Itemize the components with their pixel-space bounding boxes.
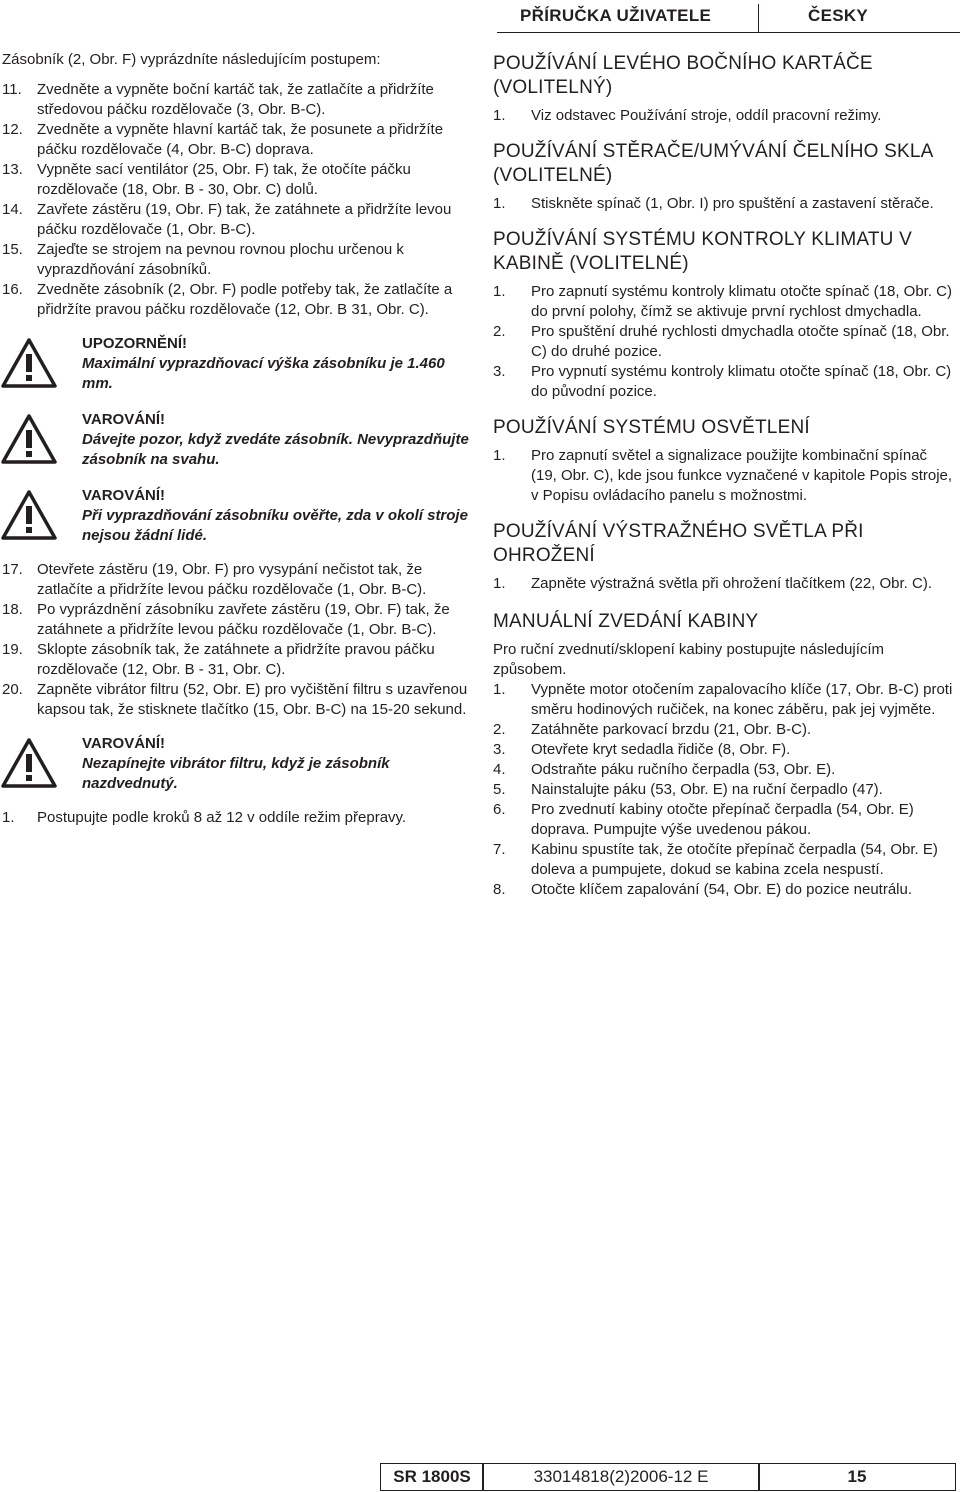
step-number: 6. (493, 801, 506, 818)
step-number: 3. (493, 363, 506, 380)
section-heading: MANUÁLNÍ ZVEDÁNÍ KABINY (493, 611, 759, 632)
list-item (493, 574, 955, 594)
step-text: Zavřete zástěru (19, Obr. F) tak, že zatáhnete a přidržíte levou páčku rozdělovače (1, Obr. B-C). (37, 201, 452, 238)
step-text: Po vyprázdnění zásobníku zavřete zástěru (19, Obr. F) tak, že zatáhnete a přidržíte levou páčku rozdělovače (1, Obr. B-C). (37, 601, 450, 638)
page-number: 15 (758, 1463, 956, 1491)
section-intro: Pro ruční zvednutí/sklopení kabiny postupujte následujícím způsobem. (493, 641, 885, 678)
step-text: Zvedněte a vypněte hlavní kartáč tak, že posunete a přidržíte páčku rozdělovače (4, Obr. B-C) doprava. (37, 121, 444, 158)
step-text: Pro spuštění druhé rychlosti dmychadla otočte spínač (18, Obr. C) do druhé pozice. (531, 323, 950, 360)
step-text: Odstraňte páku ručního čerpadla (53, Obr. E). (531, 761, 836, 778)
list-item (493, 322, 955, 362)
step-number: 1. (493, 283, 506, 300)
step-text: Pro zapnutí systému kontroly klimatu otočte spínač (18, Obr. C) do první polohy, čímž se aktivuje první rychlost dmychadla. (531, 283, 953, 320)
warning-triangle-icon (1, 414, 57, 464)
step-text: Viz odstavec Používání stroje, oddíl pracovní režimy. (531, 107, 882, 124)
list-item (493, 740, 955, 760)
step-text: Otočte klíčem zapalování (54, Obr. E) do pozice neutrálu. (531, 881, 913, 898)
step-number: 11. (2, 81, 22, 98)
step-number: 1. (493, 107, 506, 124)
list-item (0, 280, 470, 320)
list-item (0, 680, 470, 720)
list-item (493, 362, 955, 402)
list-item (0, 640, 470, 680)
step-text: Sklopte zásobník tak, že zatáhnete a přidržíte pravou páčku rozdělovače (12, Obr. B - 31, Obr. C). (37, 641, 435, 678)
list-item (493, 880, 955, 900)
step-number: 12. (2, 121, 23, 138)
step-text: Pro zvednutí kabiny otočte přepínač čerpadla (54, Obr. E) doprava. Pumpujte výše uvedenou pákou. (531, 801, 914, 838)
step-text: Pro zapnutí světel a signalizace použijte kombinační spínač (19, Obr. C), kde jsou funkce vyznačené v kapitole Popis stroje, v Popisu ovládacího panelu s možnostmi. (531, 447, 953, 504)
step-number: 19. (2, 641, 23, 658)
warning-triangle-icon (1, 490, 57, 540)
step-number: 13. (2, 161, 23, 178)
list-item (493, 282, 955, 322)
section-lighting (493, 416, 955, 506)
page-header (0, 0, 960, 36)
step-number: 3. (493, 741, 506, 758)
step-number: 1. (493, 681, 506, 698)
section-heading: POUŽÍVÁNÍ VÝSTRAŽNÉHO SVĚTLA PŘI OHROŽENÍ (493, 521, 864, 566)
step-number: 1. (2, 809, 15, 826)
list-item (0, 120, 470, 160)
list-item (0, 240, 470, 280)
step-text: Kabinu spustíte tak, že otočíte přepínač čerpadla (54, Obr. E) doleva a pumpujete, dokud se kabina zcela nespustí. (531, 841, 938, 878)
section-hazard-light (493, 520, 955, 594)
step-number: 7. (493, 841, 506, 858)
step-text: Otevřete zástěru (19, Obr. F) pro vysypání nečistot tak, že zatlačíte a přidržíte levou páčku rozdělovače (1, Obr. B-C). (37, 561, 427, 598)
steps-list-b (0, 560, 470, 720)
list-item (0, 80, 470, 120)
warning-heading: VAROVÁNÍ! (82, 411, 166, 428)
step-number: 2. (493, 323, 506, 340)
step-number: 15. (2, 241, 23, 258)
warning-triangle-icon (1, 338, 57, 388)
list-item (493, 760, 955, 780)
document-number: 33014818(2)2006-12 E (482, 1463, 760, 1491)
step-number: 5. (493, 781, 506, 798)
list-item (493, 800, 955, 840)
list-item (493, 680, 955, 720)
header-divider (758, 4, 759, 32)
step-number: 18. (2, 601, 23, 618)
caution-block (0, 334, 470, 394)
warning-triangle-icon (1, 738, 57, 788)
warning-block (0, 734, 470, 794)
list-item (493, 194, 955, 214)
step-number: 1. (493, 575, 506, 592)
step-text: Zatáhněte parkovací brzdu (21, Obr. B-C). (531, 721, 812, 738)
step-text: Zajeďte se strojem na pevnou rovnou plochu určenou k vyprazdňování zásobníků. (37, 241, 404, 278)
warning-text: Dávejte pozor, když zvedáte zásobník. Nevyprazdňujte zásobník na svahu. (82, 431, 469, 468)
language-label: ČESKY (808, 6, 869, 25)
model-name: SR 1800S (380, 1463, 484, 1491)
right-column (493, 52, 955, 900)
section-manual-cab-lift (493, 610, 955, 900)
step-text: Nainstalujte páku (53, Obr. E) na ruční čerpadlo (47). (531, 781, 883, 798)
warning-text: Při vyprazdňování zásobníku ověřte, zda v okolí stroje nejsou žádní lidé. (82, 507, 468, 544)
manual-title: PŘÍRUČKA UŽIVATELE (520, 6, 712, 25)
steps-list-a (0, 80, 470, 320)
step-number: 1. (493, 195, 506, 212)
list-item (493, 780, 955, 800)
step-text: Zvedněte a vypněte boční kartáč tak, že zatlačíte a přidržíte středovou páčku rozdělovače (3, Obr. B-C). (37, 81, 434, 118)
list-item (493, 106, 955, 126)
step-number: 17. (2, 561, 23, 578)
step-text: Stiskněte spínač (1, Obr. I) pro spuštění a zastavení stěrače. (531, 195, 934, 212)
section-heading: POUŽÍVÁNÍ SYSTÉMU OSVĚTLENÍ (493, 417, 810, 438)
step-number: 1. (493, 447, 506, 464)
step-text: Vypněte motor otočením zapalovacího klíče (17, Obr. B-C) proti směru hodinových ručiček, na konec záběru, pak jej vyjměte. (531, 681, 953, 718)
caution-text: Maximální vyprazdňovací výška zásobníku je 1.460 mm. (82, 355, 445, 392)
warning-heading: VAROVÁNÍ! (82, 487, 166, 504)
step-text: Otevřete kryt sedadla řidiče (8, Obr. F). (531, 741, 791, 758)
caution-heading: UPOZORNĚNÍ! (82, 335, 187, 352)
list-item (0, 600, 470, 640)
page-footer (0, 1463, 960, 1491)
section-heading: POUŽÍVÁNÍ STĚRAČE/UMÝVÁNÍ ČELNÍHO SKLA (VOLITELNÉ) (493, 141, 933, 186)
step-number: 16. (2, 281, 23, 298)
step-text: Vypněte sací ventilátor (25, Obr. F) tak, že otočíte páčku rozdělovače (18, Obr. B - 30, Obr. C) dolů. (37, 161, 411, 198)
step-text: Zapněte vibrátor filtru (52, Obr. E) pro vyčištění filtru s uzavřenou kapsou tak, že stisknete tlačítko (15, Obr. B-C) na 15-20 sekund. (37, 681, 468, 718)
warning-heading: VAROVÁNÍ! (82, 735, 166, 752)
list-item (0, 808, 470, 828)
list-item (493, 720, 955, 740)
step-text: Postupujte podle kroků 8 až 12 v oddíle režim přepravy. (37, 809, 407, 826)
section-wiper (493, 140, 955, 214)
step-number: 14. (2, 201, 23, 218)
section-climate-control (493, 228, 955, 402)
list-item (493, 446, 955, 506)
warning-text: Nezapínejte vibrátor filtru, když je zásobník nazdvednutý. (82, 755, 390, 792)
step-number: 8. (493, 881, 506, 898)
warning-block (0, 410, 470, 470)
list-item (0, 160, 470, 200)
step-text: Pro vypnutí systému kontroly klimatu otočte spínač (18, Obr. C) do původní pozice. (531, 363, 952, 400)
list-item (0, 200, 470, 240)
list-item (493, 840, 955, 880)
warning-block (0, 486, 470, 546)
step-number: 2. (493, 721, 506, 738)
left-column (0, 50, 470, 828)
step-text: Zapněte výstražná světla při ohrožení tlačítkem (22, Obr. C). (531, 575, 933, 592)
section-heading: POUŽÍVÁNÍ LEVÉHO BOČNÍHO KARTÁČE (VOLITELNÝ) (493, 53, 873, 98)
section-heading: POUŽÍVÁNÍ SYSTÉMU KONTROLY KLIMATU V KABINĚ (VOLITELNÉ) (493, 229, 912, 274)
step-text: Zvedněte zásobník (2, Obr. F) podle potřeby tak, že zatlačíte a přidržíte pravou páčku rozdělovače (12, Obr. B 31, Obr. C). (37, 281, 453, 318)
section-left-side-brush (493, 52, 955, 126)
list-item (0, 560, 470, 600)
step-number: 4. (493, 761, 506, 778)
hopper-intro: Zásobník (2, Obr. F) vyprázdníte následujícím postupem: (2, 51, 381, 68)
header-rule (497, 32, 960, 33)
step-number: 20. (2, 681, 23, 698)
